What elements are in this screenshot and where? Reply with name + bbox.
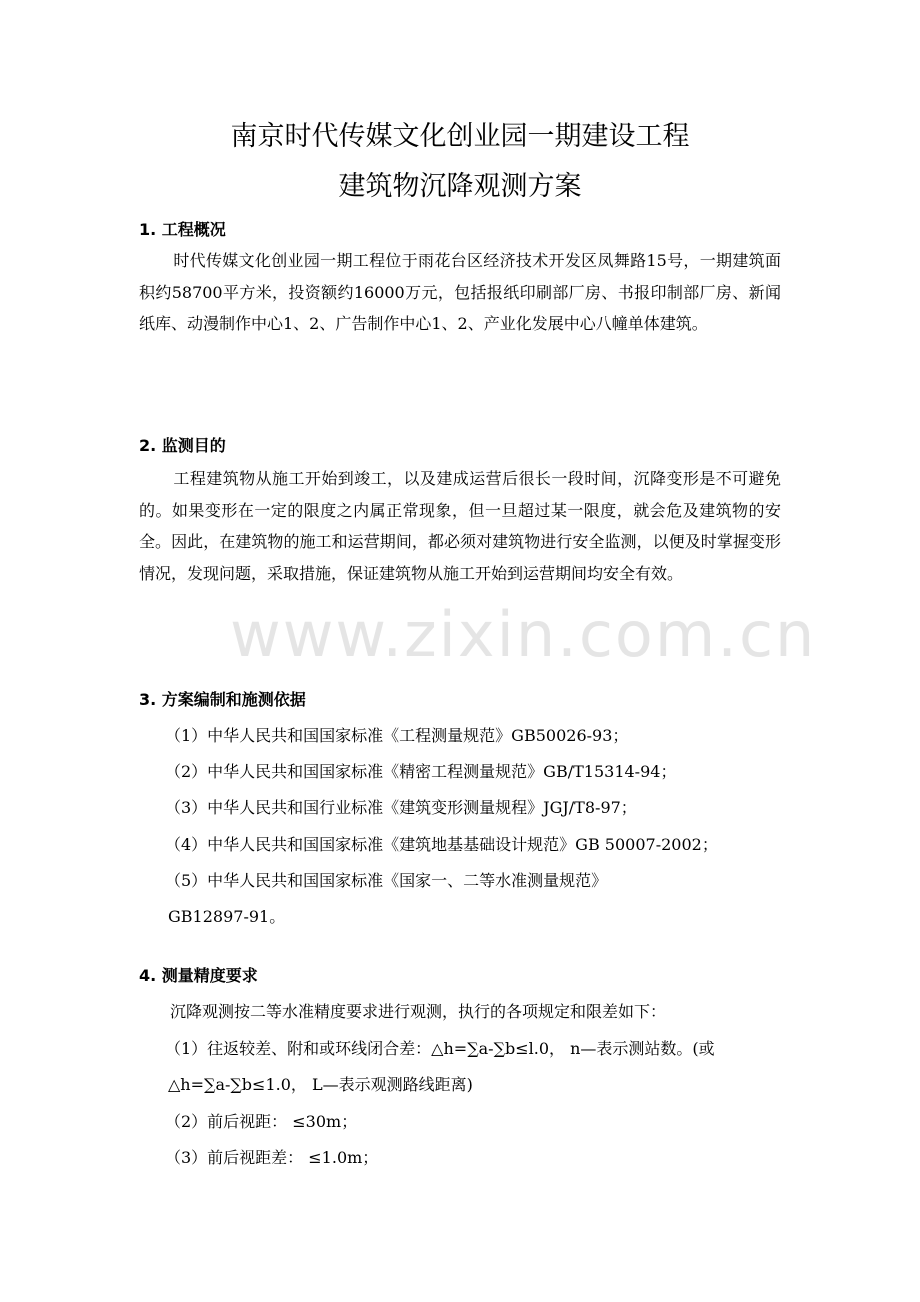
watermark: www.zixin.com.cn <box>230 598 817 671</box>
reference-item: （2）中华人民共和国国家标准《精密工程测量规范》GB/T15314-94； <box>165 762 677 781</box>
reference-item-continued: GB12897-91。 <box>168 907 286 926</box>
section-4-heading: 4. 测量精度要求 <box>139 966 258 985</box>
section-4-intro: 沉降观测按二等水准精度要求进行观测，执行的各项规定和限差如下： <box>170 1002 667 1021</box>
document-title-line2: 建筑物沉降观测方案 <box>338 171 582 202</box>
document-title-line1: 南京时代传媒文化创业园一期建设工程 <box>230 121 690 152</box>
reference-item: （4）中华人民共和国国家标准《建筑地基基础设计规范》GB 50007-2002； <box>165 835 718 854</box>
section-1-text: 时代传媒文化创业园一期工程位于雨花台区经济技术开发区凤舞路15号，一期建筑面积约58700平方米，投资额约16000万元，包括报纸印刷部厂房、书报印制部厂房、新闻纸库、动漫制作中心1、2、广告制作中心1、2、产业化发展中心八幢单体建筑。 <box>139 251 781 333</box>
precision-item: （1）往返较差、附和或环线闭合差：△h=∑a-∑b≤l.0， n—表示测站数。(或 <box>165 1039 715 1058</box>
precision-item: （2）前后视距： ≤30m； <box>165 1112 358 1131</box>
section-3-heading: 3. 方案编制和施测依据 <box>139 690 306 709</box>
section-2-paragraph <box>139 463 781 589</box>
section-1-heading: 1. 工程概况 <box>139 220 226 239</box>
reference-item: （5）中华人民共和国国家标准《国家一、二等水准测量规范》 <box>165 871 608 890</box>
reference-item: （3）中华人民共和国行业标准《建筑变形测量规程》JGJ/T8-97； <box>165 798 637 817</box>
reference-item: （1）中华人民共和国国家标准《工程测量规范》GB50026-93； <box>165 726 629 745</box>
precision-item: （3）前后视距差： ≤1.0m； <box>165 1148 379 1167</box>
precision-item-continued: △h=∑a-∑b≤1.0， L—表示观测路线距离) <box>168 1075 473 1094</box>
section-2-heading: 2. 监测目的 <box>139 436 226 455</box>
section-1-paragraph <box>139 245 781 340</box>
section-2-text: 工程建筑物从施工开始到竣工，以及建成运营后很长一段时间，沉降变形是不可避免的。如果变形在一定的限度之内属正常现象，但一旦超过某一限度，就会危及建筑物的安全。因此，在建筑物的施工和运营期间，都必须对建筑物进行安全监测，以便及时掌握变形情况，发现问题，采取措施，保证建筑物从施工开始到运营期间均安全有效。 <box>139 469 781 583</box>
